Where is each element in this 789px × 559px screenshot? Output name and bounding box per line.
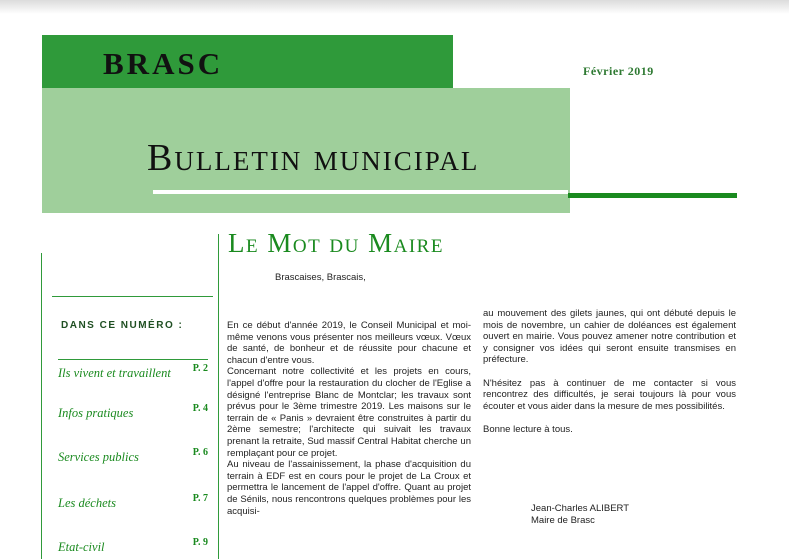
- toc-heading: DANS CE NUMÉRO :: [61, 320, 184, 331]
- article-paragraph: Concernant notre collectivité et les projets en cours, l'appel d'offre pour la restauration du clocher de l'Eglise a désigné l'entreprise Blanc de Montclar; les travaux sont prévus pour le 3ème trimestre 2019. Les maisons sur le terrain de « Panis » devraient être construites à partir du 2ème semestre; l'architecte qui suivait les travaux prenant la retraite, Sud massif Central Habitat cherche un remplaçant pour ce projet.: [227, 366, 471, 459]
- bulletin-title: Bulletin municipal: [147, 137, 480, 179]
- brand-name: BRASC: [103, 46, 224, 81]
- toc-item-label: Etat-civil: [58, 540, 105, 554]
- toc-item-label: Les déchets: [58, 496, 116, 510]
- toc-item-page: P. 6: [192, 447, 208, 458]
- toc-item-page: P. 9: [192, 537, 208, 548]
- toc-item-label: Ils vivent et travaillent: [58, 366, 171, 380]
- sidebar-border: [41, 253, 42, 559]
- paragraph-gap: [483, 412, 736, 424]
- article-column-2: [483, 308, 736, 436]
- title-rule-green: [568, 193, 737, 198]
- issue-date: Février 2019: [583, 64, 654, 78]
- toc-item-page: P. 2: [192, 363, 208, 374]
- article-paragraph: N'hésitez pas à continuer de me contacter si vous rencontrez des difficultés, je serai toujours là pour vous écouter et vous aider dans la mesure de mes possibilités.: [483, 377, 736, 412]
- page-top-shadow: [0, 0, 789, 14]
- signature-role: Maire de Brasc: [531, 514, 595, 526]
- paragraph-gap: [483, 366, 736, 378]
- toc-item-label: Services publics: [58, 450, 139, 464]
- title-rule-white: [153, 190, 568, 194]
- article-paragraph: au mouvement des gilets jaunes, qui ont débuté depuis le mois de novembre, un cahier de doléances est également ouvert en mairie. Vous pouvez amener notre contribution et y consigner vos idées qui seront ensuite transmises en préfecture.: [483, 308, 736, 366]
- toc-item-underline: [58, 359, 208, 360]
- article-paragraph: Bonne lecture à tous.: [483, 423, 573, 435]
- mayor-signature: [531, 503, 629, 526]
- sidebar-divider: [52, 296, 213, 297]
- article-title: Le Mot du Maire: [228, 228, 444, 258]
- column-divider: [218, 234, 219, 559]
- article-column-1: [227, 320, 471, 517]
- toc-item-label: Infos pratiques: [58, 406, 134, 420]
- article-salutation: Brascaises, Brascais,: [275, 272, 366, 283]
- article-paragraph: Au niveau de l'assainissement, la phase d'acquisition du terrain à EDF est en cours pour le projet de La Croux et permettra le lancement de l'appel d'offre. Quant au projet de Sénils, nous rencontrons quelques problèmes pour les acquisi-: [227, 459, 471, 517]
- toc-item-page: P. 4: [192, 403, 208, 414]
- signature-name: Jean-Charles ALIBERT: [531, 503, 630, 514]
- toc-item-page: P. 7: [192, 493, 208, 504]
- article-paragraph: En ce début d'année 2019, le Conseil Municipal et moi-même venons vous présenter nos meilleurs vœux. Vœux de santé, de bonheur et de réussite pour chacune et chacun d'entre vous.: [227, 320, 471, 366]
